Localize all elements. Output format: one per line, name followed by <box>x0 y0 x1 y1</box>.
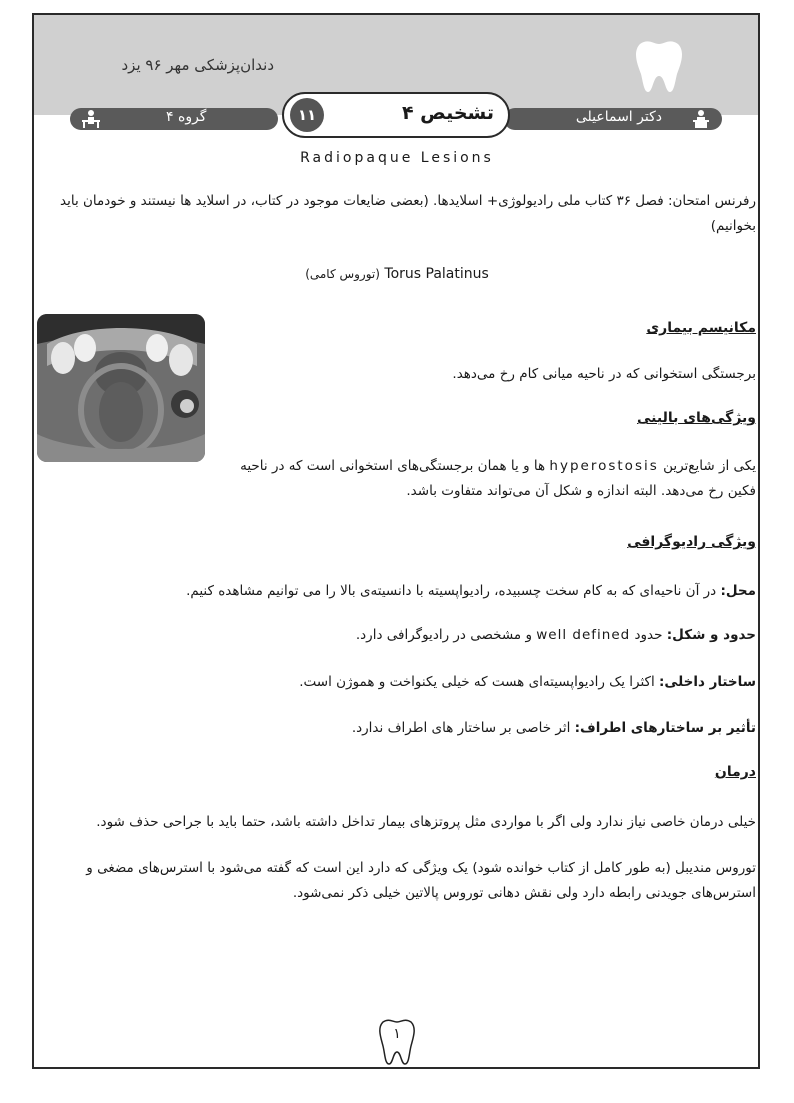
location-paragraph <box>36 579 756 604</box>
radiography-heading: ویژگی رادیوگرافی <box>627 534 756 550</box>
header-school-name: دندان‌پزشکی مهر ۹۶ یزد <box>121 56 274 74</box>
effect-text: اثر خاصی بر ساختار های اطراف ندارد. <box>351 720 571 736</box>
student-desk-icon <box>80 109 102 129</box>
section-subtitle <box>0 266 794 282</box>
lecturer-name: دکتر اسماعیلی <box>575 109 662 125</box>
effect-label: تأثیر بر ساختارهای اطراف: <box>574 720 756 736</box>
page-number: ۱ <box>393 1026 401 1042</box>
internal-label: ساختار داخلی: <box>659 674 756 690</box>
clinical-heading: ویژگی‌های بالینی <box>636 410 756 426</box>
subtitle-persian: (توروس کامی) <box>305 267 380 281</box>
page-number-tooth-mark <box>377 1018 417 1066</box>
internal-text: اکثرا یک رادیواپسیته‌ای هست که خیلی یکنواخت و هموژن است. <box>299 674 655 690</box>
document-title: Radiopaque Lesions <box>300 150 494 166</box>
mechanism-heading: مکانیسم بیماری <box>646 320 756 336</box>
clinical-text-part1: یکی از شایع‌ترین <box>663 458 756 474</box>
torus-palatinus-photo <box>37 314 205 462</box>
clinical-text <box>216 454 756 504</box>
reference-paragraph: رفرنس امتحان: فصل ۳۶ کتاب ملی رادیولوژی+ اسلایدها. (بعضی ضایعات موجود در کتاب، در اسلاید ها نیستند و خودمان باید بخوانیم) <box>59 193 756 234</box>
borders-term: well defined <box>536 627 631 643</box>
borders-text-part1: حدود <box>634 627 663 643</box>
group-bar <box>70 108 278 130</box>
borders-text-part2: و مشخصی در رادیوگرافی دارد. <box>355 627 532 643</box>
location-text: در آن ناحیه‌ای که به کام سخت چسبیده، رادیواپسیته با دانسیته‌ی بالا را می توانیم مشاهده کنیم. <box>186 583 717 599</box>
tooth-logo-icon <box>632 38 686 94</box>
lecturer-podium-icon <box>690 109 712 129</box>
lecturer-bar <box>504 108 722 130</box>
treatment-paragraph-1: خیلی درمان خاصی نیاز ندارد ولی اگر با مواردی مثل پروتزهای بیمار تداخل داشته باشد، حتما باید با جراحی حذف شود. <box>96 814 756 830</box>
clinical-term: hyperostosis <box>549 458 659 474</box>
borders-label: حدود و شکل: <box>666 627 756 643</box>
mechanism-text: برجستگی استخوانی که در ناحیه میانی کام رخ می‌دهد. <box>452 366 756 382</box>
clinical-text-part2: ها و یا همان برجستگی‌های استخوانی است که در ناحیه فکین رخ می‌دهد. البته اندازه و شکل آن می‌تواند متفاوت باشد. <box>240 458 756 499</box>
internal-paragraph <box>36 670 756 695</box>
subtitle-english: Torus Palatinus <box>384 266 489 282</box>
lesson-title-pill <box>282 92 510 138</box>
group-label: گروه ۴ <box>166 109 207 125</box>
treatment-heading: درمان <box>714 764 756 780</box>
lesson-title: تشخیص ۴ <box>401 102 494 124</box>
treatment-paragraph-2: توروس مندیبل (به طور کامل از کتاب خوانده شود) یک ویژگی که دارد این است که گفته می‌شود با استرس‌های مضغی و استرس‌های جویدنی رابطه دارد ولی نقش دهانی توروس پالاتین خیلی ذکر نمی‌شود. <box>86 860 756 901</box>
borders-paragraph <box>36 623 756 648</box>
location-label: محل: <box>720 583 756 599</box>
lesson-number: ۱۱ <box>290 98 324 132</box>
effect-paragraph <box>36 716 756 741</box>
